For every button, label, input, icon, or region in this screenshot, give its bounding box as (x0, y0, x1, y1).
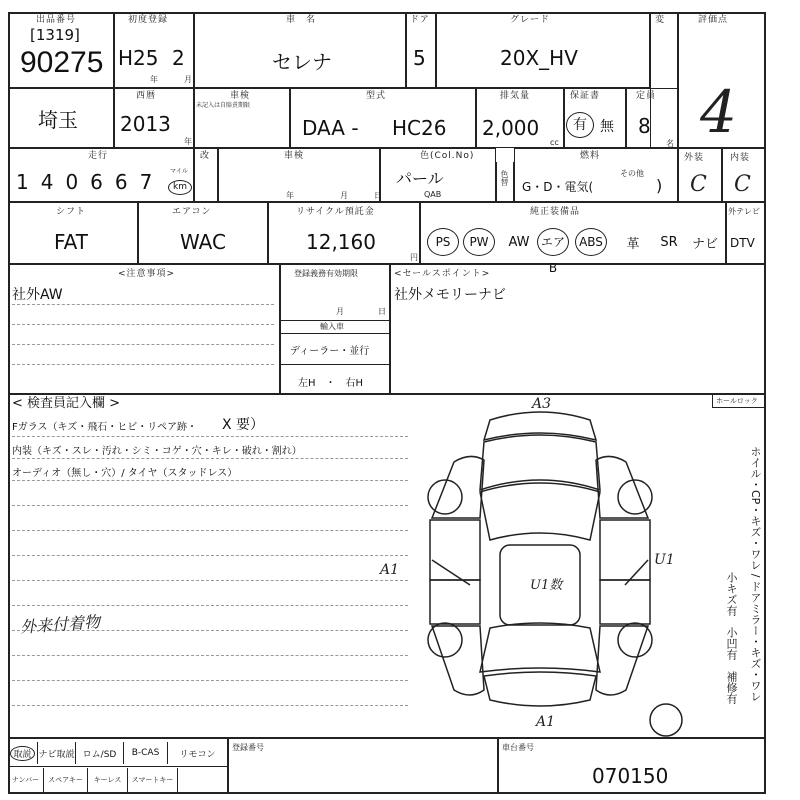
windshield (480, 483, 600, 540)
mark-line-right (625, 560, 648, 585)
ac-label: エアコン (172, 207, 212, 217)
warranty-no: 無 (600, 119, 614, 135)
hood (480, 435, 600, 490)
steering: 左H ・ 右H (298, 378, 364, 389)
inspector-line-1-mark: X 要） (222, 417, 265, 433)
hole-lock-label: ホールロック (716, 397, 758, 405)
warranty-label: 保証書 (570, 91, 601, 101)
sales-label: <セールスポイント> (394, 269, 491, 279)
mark-left: A1 (380, 562, 400, 578)
left-rear-door (430, 580, 480, 624)
exterior: C (690, 172, 707, 197)
year-unit: 年 (150, 75, 158, 84)
model-prefix: DAA - (302, 116, 359, 140)
rear-bumper (484, 672, 596, 706)
car-name: セレナ (272, 50, 332, 74)
footer-item (8, 742, 38, 764)
year-label: 西暦 (136, 91, 157, 101)
spare-wheel (650, 704, 682, 736)
reg-number-label: 登録番号 (232, 743, 264, 752)
equipment-label-0: PS (427, 228, 459, 256)
inspector-line-3: オーディオ（無し・穴）/ タイヤ（スタッドレス） (12, 468, 238, 479)
chassis-label: 車台番号 (502, 743, 534, 752)
lot-code: [1319] (30, 26, 80, 44)
insp-day-unit: 日 (374, 191, 382, 200)
yen-unit: 円 (410, 253, 418, 262)
footer-item-label: スマートキー (131, 776, 174, 784)
cc-unit: cc (550, 138, 559, 147)
reg-number-cell (228, 738, 498, 794)
color: パール (396, 169, 444, 188)
shift: FAT (54, 230, 89, 254)
footer-item-label: リモコン (179, 749, 216, 760)
left-front-door (430, 520, 480, 580)
footer-item (76, 742, 124, 764)
fuel-label: 燃料 (580, 151, 601, 161)
footer-item-label: ナンバー (11, 776, 40, 784)
inspection-label: 車検 (230, 91, 251, 101)
region: 埼玉 (38, 108, 78, 132)
era-year: H25 (118, 46, 159, 70)
footer-item-label: B-CAS (131, 748, 160, 758)
footer-divider (8, 766, 228, 767)
grade-label: グレード (510, 15, 551, 25)
month-unit: 月 (184, 75, 192, 84)
sales: 社外メモリーナビ (394, 287, 506, 303)
equipment-label-6: SR (660, 234, 678, 250)
capacity: 8 (638, 114, 651, 138)
interior-label: 内装 (730, 153, 751, 163)
right-rear-door (600, 580, 650, 624)
color-change-label: 色替 (500, 170, 509, 186)
equipment-label-4: ABS (575, 228, 607, 256)
front-bumper (484, 412, 596, 440)
import-label: 輸入車 (320, 322, 344, 331)
rear-glass (480, 623, 600, 672)
color-label: 色(Col.No) (420, 151, 475, 161)
equipment-label-1: PW (463, 228, 495, 256)
reg-month-unit: 月 (336, 307, 344, 316)
mileage-unit-mile: マイル (170, 168, 188, 175)
equipment-label-7: ナビ (691, 236, 718, 252)
first-reg-label: 初度登録 (128, 15, 169, 25)
shift-label: シフト (56, 207, 87, 217)
footer-item-label: 取説 (10, 746, 34, 761)
warranty-yes-circle: 有 (566, 112, 594, 138)
right-front-door (600, 520, 650, 580)
left-rear-wheel (428, 623, 462, 657)
mileage: 140667 (16, 170, 165, 194)
equipment-label-3: エアB (537, 228, 569, 256)
car-name-label: 車 名 (286, 15, 317, 25)
exterior-label: 外装 (684, 153, 705, 163)
shift-top-label: 変 (655, 15, 666, 25)
equipment-label-2: AW (508, 234, 530, 250)
model: HC26 (392, 116, 447, 140)
recycle-label: リサイクル預託金 (296, 207, 375, 217)
chassis: 070150 (592, 764, 669, 788)
reg-expiry-label: 登録義務有効期限 (294, 269, 358, 278)
footer-item-label: ロム/SD (82, 749, 117, 760)
caution-label: <注意事項> (118, 269, 176, 279)
inspection-date-label: 車検 (284, 151, 305, 161)
reg-month: 2 (172, 46, 185, 70)
footer-item (168, 742, 228, 764)
insp-year-unit: 年 (286, 191, 294, 200)
side-text-1: ホイル・CP・キズ・ワレ / ドアミラー・キズ・ワレ (749, 446, 762, 703)
equipment-label-5: 革 (626, 236, 640, 252)
footer-item (8, 768, 44, 792)
displacement-label: 排気量 (500, 91, 531, 101)
venue-label: 出品番号 (36, 15, 77, 25)
tv: DTV (730, 236, 755, 250)
inspector-handwritten: 外来付着物 (19, 612, 101, 637)
mark-roof: U1数 (530, 578, 563, 593)
year: 2013 (120, 112, 171, 136)
interior: C (734, 172, 751, 197)
lot-number: 90275 (20, 46, 104, 79)
right-quarter (596, 626, 648, 695)
mileage-check-label: 改 (200, 151, 211, 161)
mark-rear: A1 (536, 714, 556, 730)
right-rear-wheel (618, 623, 652, 657)
mileage-label: 走行 (88, 151, 109, 161)
caution: 社外AW (12, 287, 63, 303)
ac: WAC (180, 230, 226, 254)
footer-item-label: ナビ取説 (38, 749, 75, 760)
km-circle: km (168, 180, 192, 195)
fuel-other-label: その他 (620, 169, 644, 178)
year-unit-2: 年 (184, 137, 192, 146)
mark-front: A3 (532, 396, 552, 412)
capacity-unit: 名 (666, 139, 674, 148)
footer-item (38, 742, 76, 764)
score: 4 (700, 78, 737, 146)
fuel-options: G・D・電気( (522, 180, 594, 194)
color-code: QAB (424, 190, 442, 199)
inspector-line-2: 内装（キズ・スレ・汚れ・シミ・コゲ・穴・キレ・破れ・割れ） (12, 446, 302, 457)
recycle: 12,160 (306, 230, 376, 254)
insp-month-unit: 月 (340, 191, 348, 200)
doors: 5 (413, 46, 426, 70)
score-label: 評価点 (698, 15, 729, 25)
reg-day-unit: 日 (378, 307, 386, 316)
inspector-line-1: Fガラス（キズ・飛石・ヒビ・リペア跡・ (12, 422, 198, 433)
footer-item-label: キーレス (93, 776, 122, 784)
footer-item-label: スペアキー (48, 776, 83, 784)
mark-right: U1 (654, 552, 675, 568)
fuel-close: ) (656, 176, 663, 195)
capacity-label: 定員 (636, 91, 657, 101)
footer-item (44, 768, 88, 792)
footer-item (88, 768, 128, 792)
inspection-sub: 未記入は自賠責期限 (196, 102, 251, 109)
equipment-label: 純正装備品 (530, 207, 581, 217)
grade: 20X_HV (500, 46, 578, 70)
inspector-title: < 検査員記入欄 > (12, 396, 121, 411)
import-dealer: ディーラー・並行 (290, 346, 370, 357)
displacement: 2,000 (482, 116, 540, 140)
mark-line-left (432, 560, 470, 585)
door-label: ドア (410, 15, 430, 25)
footer-item (124, 742, 168, 764)
left-quarter (432, 626, 484, 695)
side-text-2: 小キズ有 小凹有 補修有 (725, 572, 738, 704)
tv-label: 外テレビ (728, 207, 760, 216)
footer-item (128, 768, 178, 792)
model-label: 型式 (366, 91, 387, 101)
